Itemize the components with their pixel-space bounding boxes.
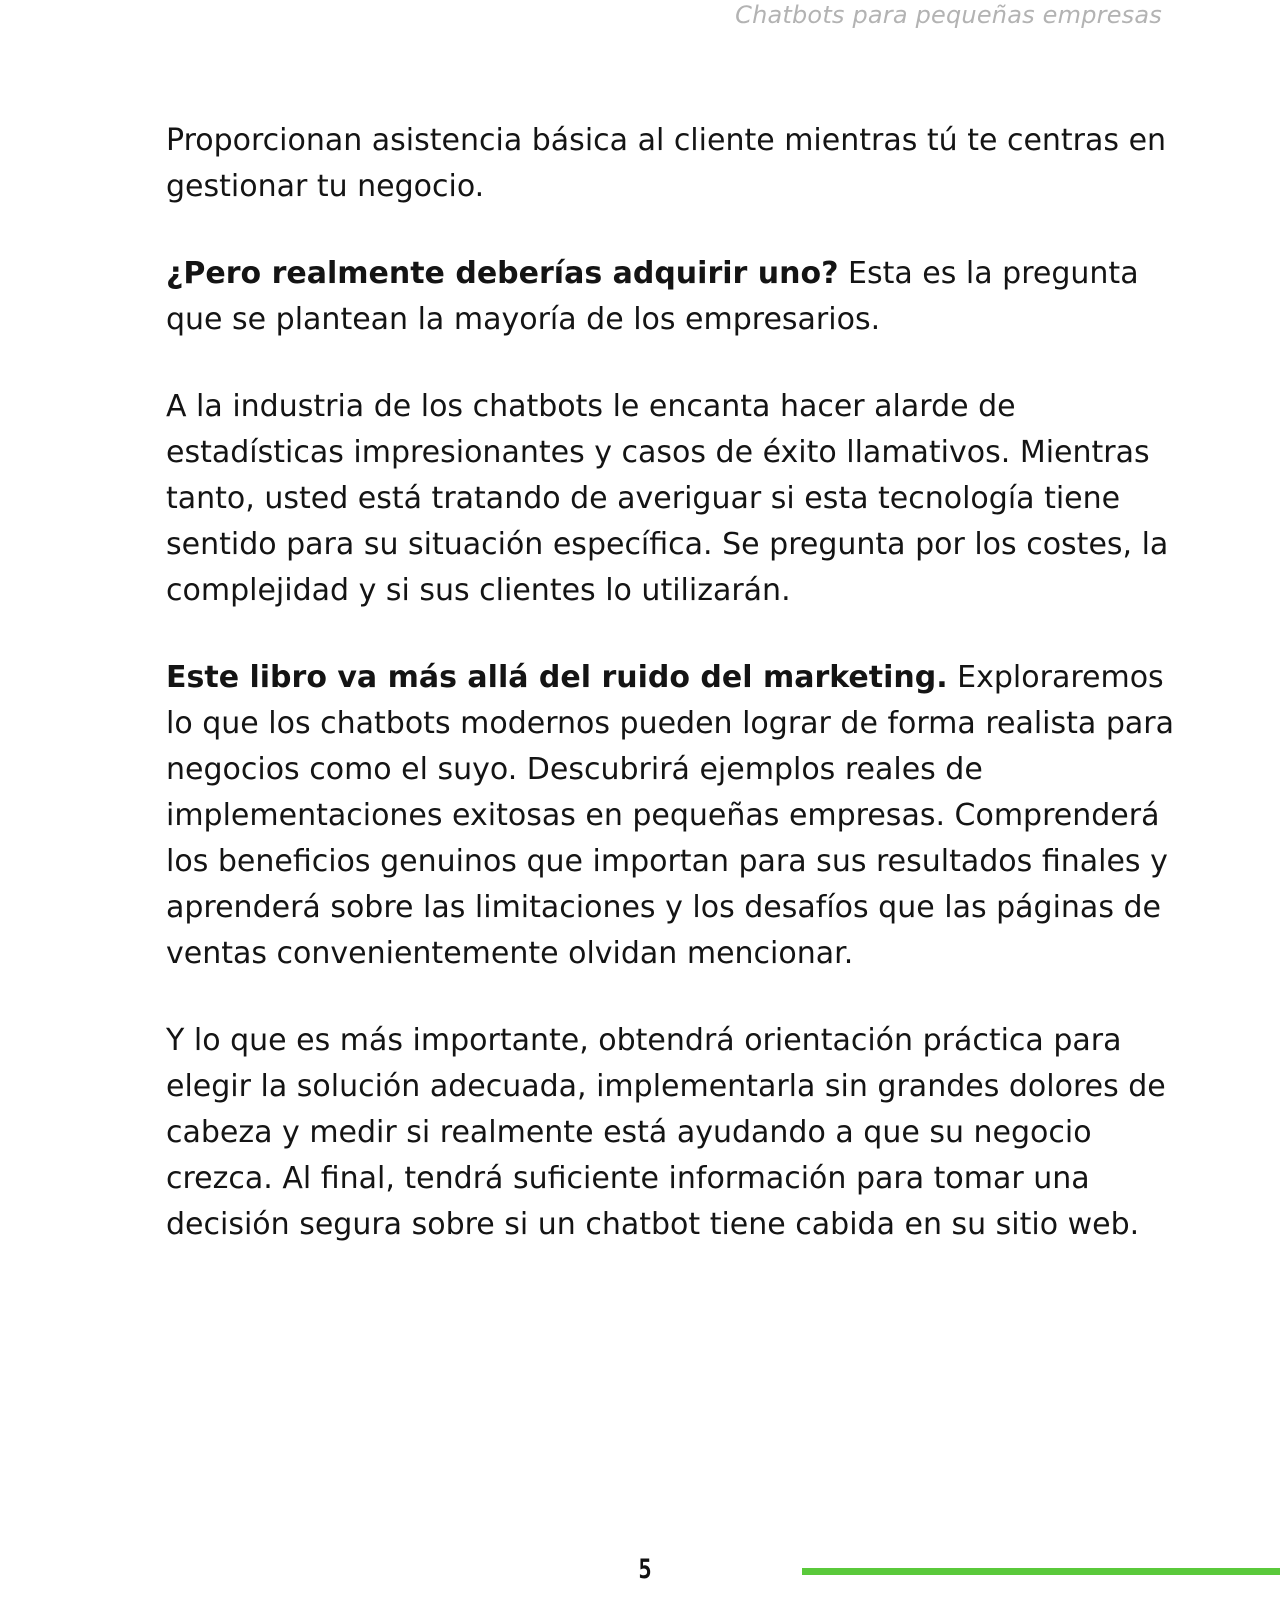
paragraph-4	[166, 655, 1176, 977]
paragraph-1: Proporcionan asistencia básica al cliente mientras tú te centras en gestionar tu negocio.	[166, 123, 1167, 204]
paragraph-3: A la industria de los chatbots le encanta hacer alarde de estadísticas impresionantes y casos de éxito llamativos. Mientras tanto, usted está tratando de averiguar si esta tecnología tiene sentido para su situación específica. Se pregunta por los costes, la complejidad y si sus clientes lo utilizarán.	[166, 389, 1169, 608]
footer-accent-bar	[802, 1568, 1280, 1575]
paragraph-2	[166, 251, 1176, 343]
running-header: Chatbots para pequeñas empresas	[735, 1, 1162, 29]
paragraph-4-text: Exploraremos lo que los chatbots modernos pueden lograr de forma realista para negocios como el suyo. Descubrirá ejemplos reales de implementaciones exitosas en pequeñas empresas. Comprenderá los beneficios genuinos que importan para sus resultados finales y aprenderá sobre las limitaciones y los desafíos que las páginas de ventas convenientemente olvidan mencionar.	[166, 660, 1174, 971]
paragraph-2-text: Esta es la pregunta que se plantean la mayoría de los empresarios.	[166, 256, 1139, 337]
paragraph-5: Y lo que es más importante, obtendrá orientación práctica para elegir la solución adecuada, implementarla sin grandes dolores de cabeza y medir si realmente está ayudando a que su negocio crezca. Al final, tendrá suficiente información para tomar una decisión segura sobre si un chatbot tiene cabida en su sitio web.	[166, 1023, 1166, 1242]
page-body	[166, 118, 1176, 1289]
page-number: 5	[638, 1554, 652, 1585]
paragraph-4-lead: Este libro va más allá del ruido del marketing.	[166, 660, 948, 695]
paragraph-2-lead: ¿Pero realmente deberías adquirir uno?	[166, 256, 839, 291]
